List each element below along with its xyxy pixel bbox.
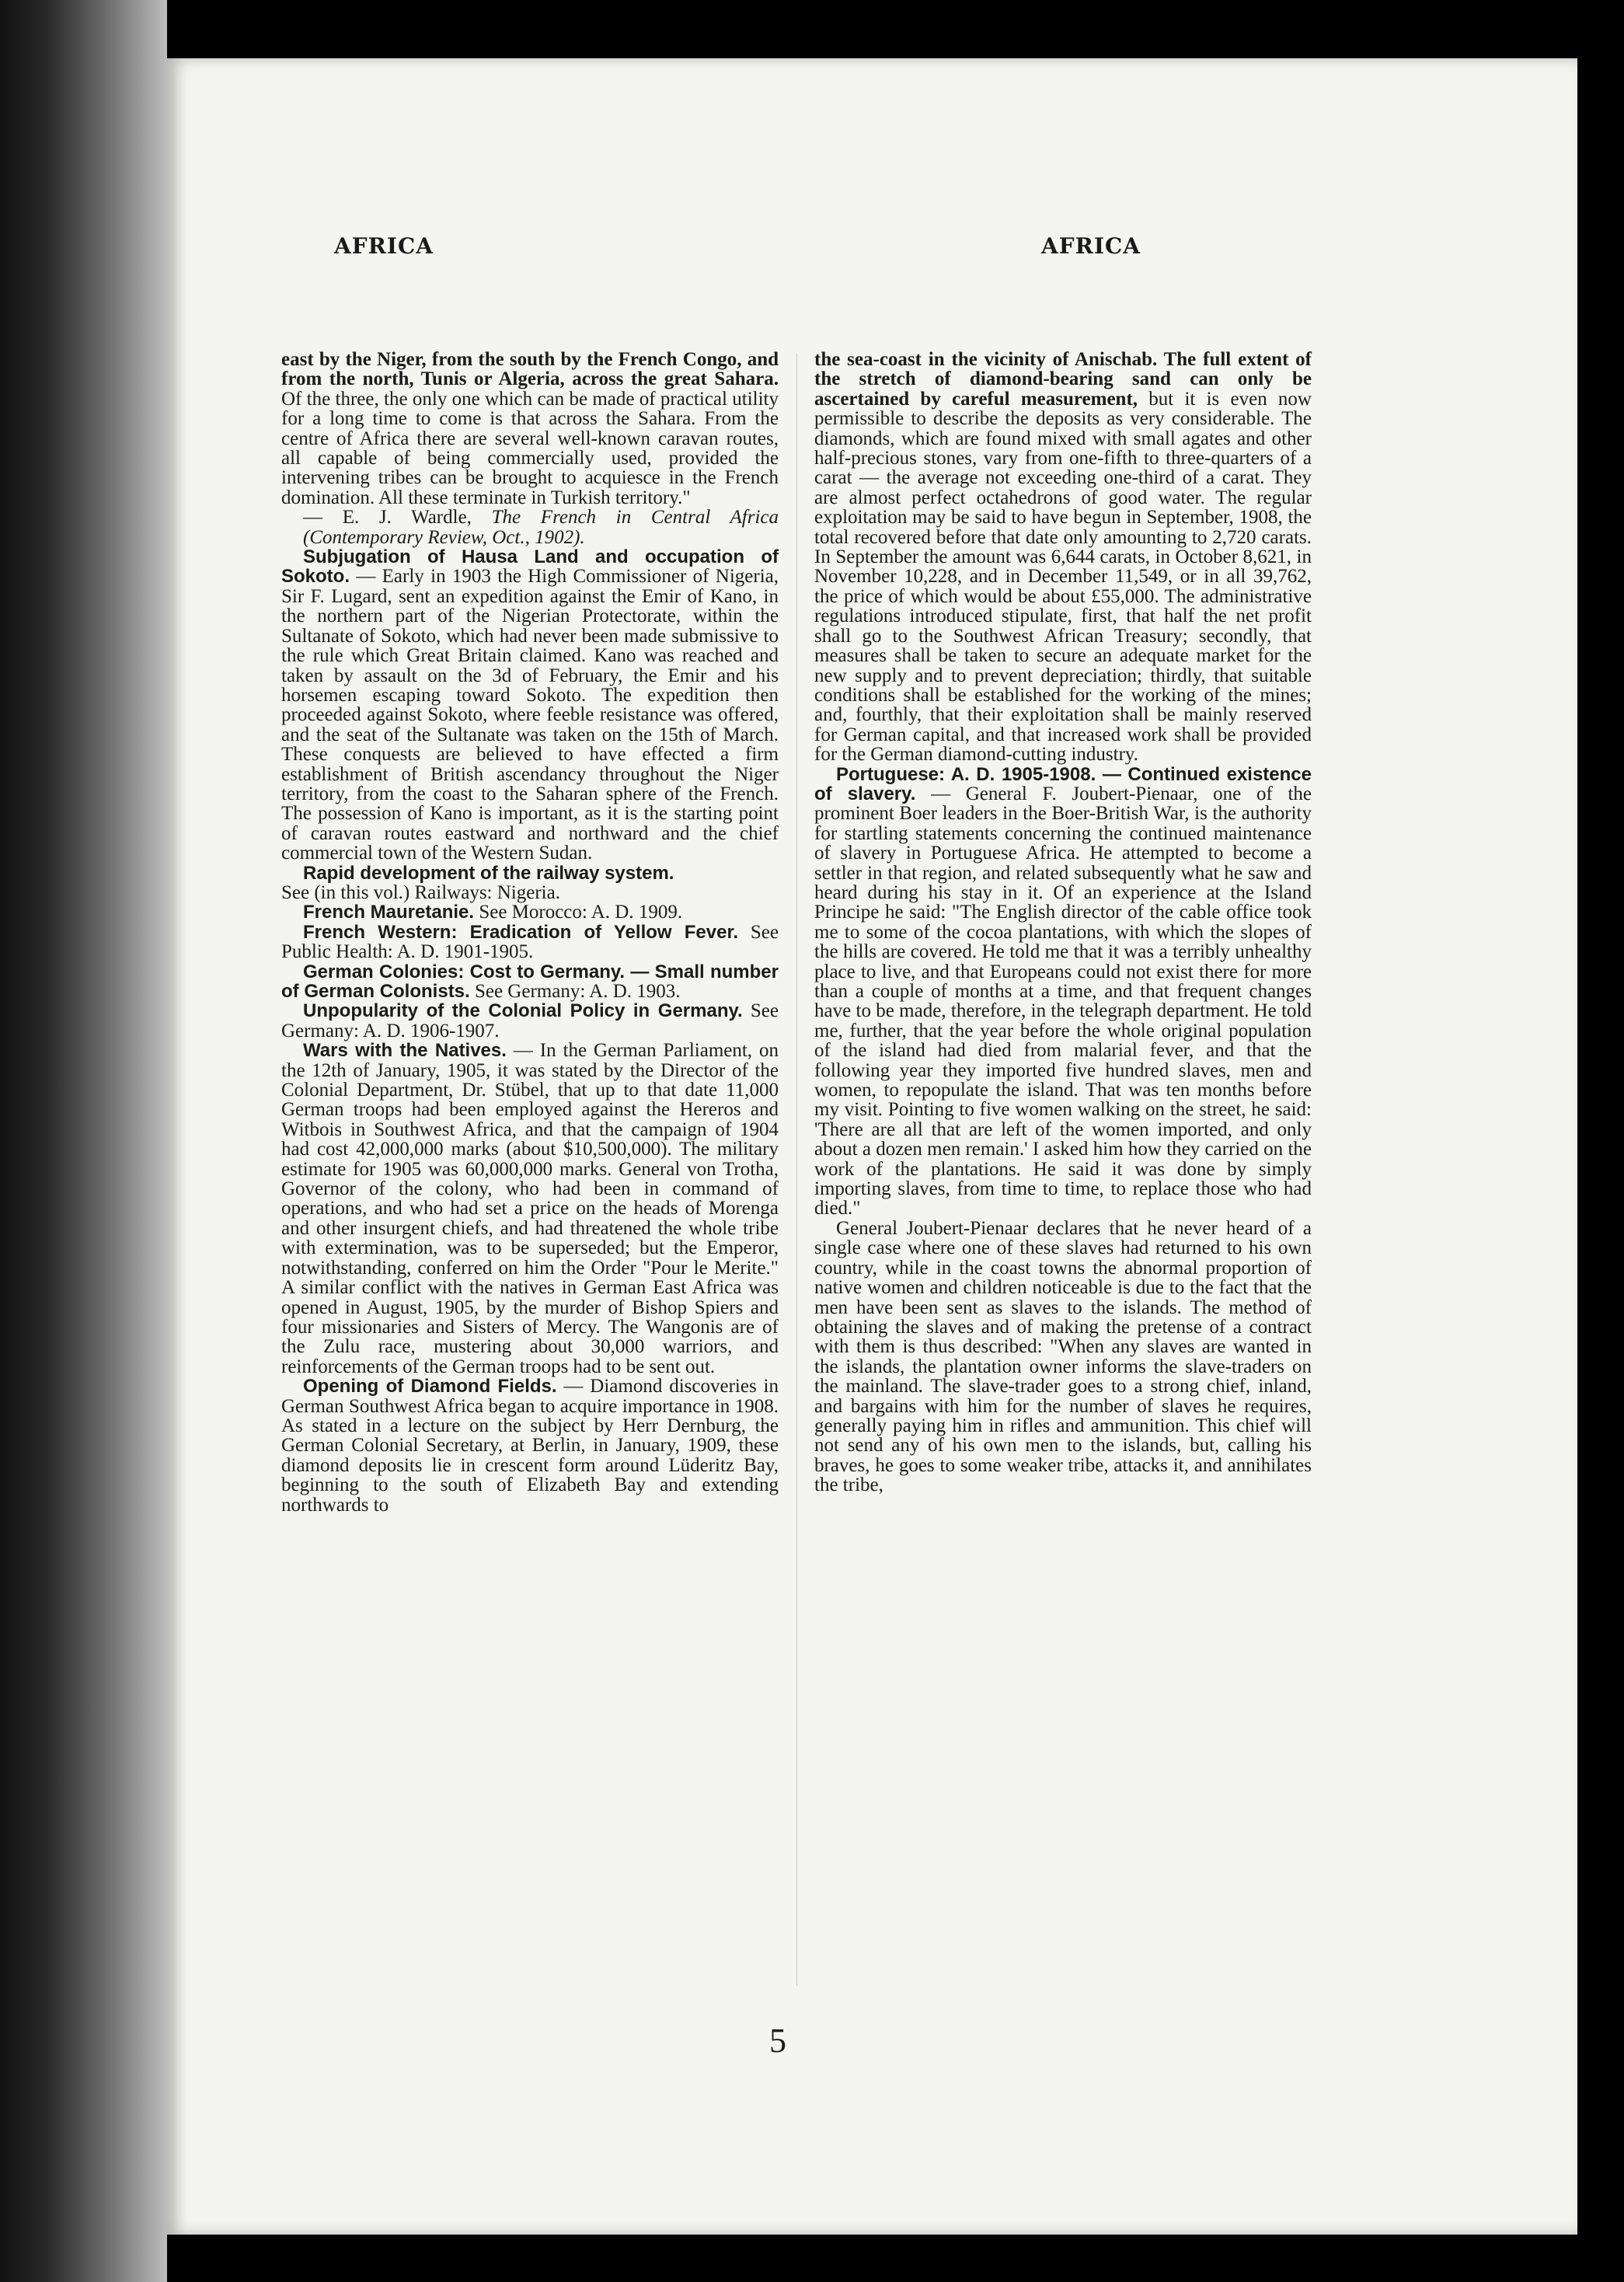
citation-source: (Contemporary Review, Oct., 1902).	[303, 526, 585, 548]
citation-wardle	[281, 508, 779, 547]
heading-unpopularity: Unpopularity of the Colonial Policy in Germany.	[303, 1000, 743, 1022]
section-french-western	[281, 923, 779, 962]
section-portuguese	[814, 765, 1312, 1219]
text-mauretanie: See Morocco: A. D. 1909.	[474, 902, 683, 923]
text-hausa: — Early in 1903 the High Commissioner of Nigeria, Sir F. Lugard, sent an expedition against the Emir of Kano, in the northern part of the Nigerian Protectorate, within the Sultanate of Sokoto, which had never been made submissive to the rule which Great Britain claimed. Kano was reached and taken by assault on the 3d of February, the Emir and his horsemen escaping toward Sokoto. The expedition then proceeded against Sokoto, where feeble resistance was offered, and the seat of the Sultanate was taken on the 15th of March. These conquests are believed to have effected a firm establishment of British ascendancy throughout the Niger territory, from the coast to the Saharan sphere of the French. The possession of Kano is important, as it is the starting point of caravan routes eastward and northward and the chief commercial town of the Western Sudan.	[281, 566, 779, 864]
heading-hausa: Subjugation of Hausa Land and occupation of Sokoto.	[281, 546, 779, 588]
paragraph-diamond-continued	[814, 350, 1312, 765]
left-column	[281, 350, 779, 1515]
section-unpopularity	[281, 1001, 779, 1041]
heading-railway: Rapid development of the railway system.	[303, 862, 674, 884]
heading-portuguese: Portuguese: A. D. 1905-1908. — Continued existence of slavery.	[814, 763, 1312, 804]
heading-german-colonies: German Colonies: Cost to Germany. — Small number of German Colonists.	[281, 961, 779, 1002]
diamond-continued-bold: the sea-coast in the vicinity of Anischab. The full extent of the stretch of diamond-bearing sand can only be ascertained by careful measurement,	[814, 349, 1312, 410]
text-french-western: See Public Health: A. D. 1901-1905.	[281, 921, 779, 963]
text-portuguese: — General F. Joubert-Pienaar, one of the prominent Boer leaders in the Boer-British War, is the authority for startling statements concerning the continued maintenance of slavery in Portuguese Africa. He attempted to become a settler in that region, and related subsequently what he saw and heard during his stay in it. Of an experience at the Island Principe he said: "The English director of the cable office took me to some of the cocoa plantations, with which the slopes of the hills are covered. He told me that it was a terribly unhealthy place to live, and that Europeans could not exist there for more than a couple of months at a time, and that frequent changes have to be made, therefore, in the telegraph department. He told me, further, that the year before the whole original population of the island had died from malarial fever, and that the following year they imported five hundred slaves, men and women, to repopulate the island. That was ten months before my visit. Pointing to five women walking on the street, he said: 'There are all that are left of the women imported, and only about a dozen men remain.' I asked him how they carried on the work of the plantations. He said it was done by simply importing slaves, from time to time, to replace those who had died."	[814, 783, 1312, 1220]
section-railway	[281, 864, 779, 883]
trade-routes-bold: east by the Niger, from the south by the French Congo, and from the north, Tunis or Algeria, across the great Sahara.	[281, 349, 779, 390]
section-german-colonies	[281, 962, 779, 1002]
heading-diamond: Opening of Diamond Fields.	[303, 1376, 557, 1397]
text-railway: See (in this vol.) Railways: Nigeria.	[281, 881, 560, 903]
text-unpopularity: See Germany: A. D. 1906-1907.	[281, 1000, 779, 1042]
running-head-right: AFRICA	[1041, 233, 1141, 259]
citation-author: — E. J. Wardle,	[303, 507, 492, 529]
section-diamond	[281, 1377, 779, 1515]
paragraph-trade-routes	[281, 350, 779, 508]
text-diamond: — Diamond discoveries in German Southwest Africa began to acquire importance in 1908. As stated in a lecture on the subject by Herr Dernburg, the German Colonial Secretary, at Berlin, in January, 1909, these diamond deposits lie in crescent form around Lüderitz Bay, beginning to the south of Elizabeth Bay and extending northwards to	[281, 1376, 779, 1516]
right-column	[814, 350, 1312, 1495]
section-mauretanie	[281, 902, 779, 922]
heading-wars: Wars with the Natives.	[303, 1040, 507, 1062]
section-wars	[281, 1041, 779, 1377]
book-binding-edge	[0, 0, 167, 2282]
text-wars: — In the German Parliament, on the 12th of January, 1905, it was stated by the Director of the Colonial Department, Dr. Stübel, that up to that date 11,000 German troops had been employed against the Hereros and Witbois in Southwest Africa, and that the campaign of 1904 had cost 42,000,000 marks (about $10,500,000). The military estimate for 1905 was 60,000,000 marks. General von Trotha, Governor of the colony, who had been in command of operations, and who had set a price on the heads of Morenga and other insurgent chiefs, and had threatened the whole tribe with extermination, was to be superseded; but the Emperor, notwithstanding, conferred on him the Order "Pour le Merite." A similar conflict with the natives in German East Africa was opened in August, 1905, by the murder of Bishop Spiers and four missionaries and Sisters of Mercy. The Wangonis are of the Zulu race, mustering about 30,000 warriors, and reinforcements of the German troops had to be sent out.	[281, 1040, 779, 1377]
trade-routes-text: Of the three, the only one which can be made of practical utility for a long time to come is that across the Sahara. From the centre of Africa there are several well-known caravan routes, all capable of being commercially used, provided the intervening tribes can be brought to acquiesce in the French domination. All these terminate in Turkish territory."	[281, 388, 779, 508]
heading-french-western: French Western: Eradication of Yellow Fever.	[303, 921, 739, 943]
page-number: 5	[769, 2022, 786, 2060]
section-hausa	[281, 547, 779, 864]
heading-mauretanie: French Mauretanie.	[303, 902, 475, 923]
citation-title: The French in Central Africa	[491, 507, 779, 529]
column-divider	[796, 354, 797, 1986]
paragraph-joubert-pienaar: General Joubert-Pienaar declares that he never heard of a single case where one of these slaves had returned to his own country, while in the coast towns the abnormal proportion of native women and children noticeable is due to the fact that the men have been sent as slaves to the islands. The method of obtaining the slaves and of making the pretense of a contract with them is thus described: "When any slaves are wanted in the islands, the plantation owner informs the slave-traders on the mainland. The slave-trader goes to a strong chief, inland, and bargains with him for the number of slaves he requires, generally paying him in rifles and ammunition. This chief will not send any of his own men to the islands, but, calling his braves, he goes to some weaker tribe, attacks it, and annihilates the tribe,	[814, 1217, 1312, 1496]
running-head-left: AFRICA	[334, 233, 434, 259]
diamond-continued-text: but it is even now permissible to describe the deposits as very considerable. The diamonds, which are found mixed with small agates and other half-precious stones, vary from one-fifth to three-quarters of a carat — the average not exceeding one-third of a carat. They are almost perfect octahedrons of good water. The regular exploitation may be said to have begun in September, 1908, the total recovered before that date only amounting to 2,720 carats. In September the amount was 6,644 carats, in October 8,621, in November 10,228, and in December 11,549, or in all 39,762, the price of which would be about £55,000. The administrative regulations introduced stipulate, first, that half the net profit shall go to the Southwest African Treasury; secondly, that measures shall be taken to secure an adequate market for the new supply and to prevent depreciation; thirdly, that suitable conditions shall be established for the working of the mines; and, fourthly, that their exploitation shall be mainly reserved for German capital, and that increased work shall be provided for the German diamond-cutting industry.	[814, 388, 1312, 766]
text-german-colonies: See Germany: A. D. 1903.	[469, 981, 681, 1002]
